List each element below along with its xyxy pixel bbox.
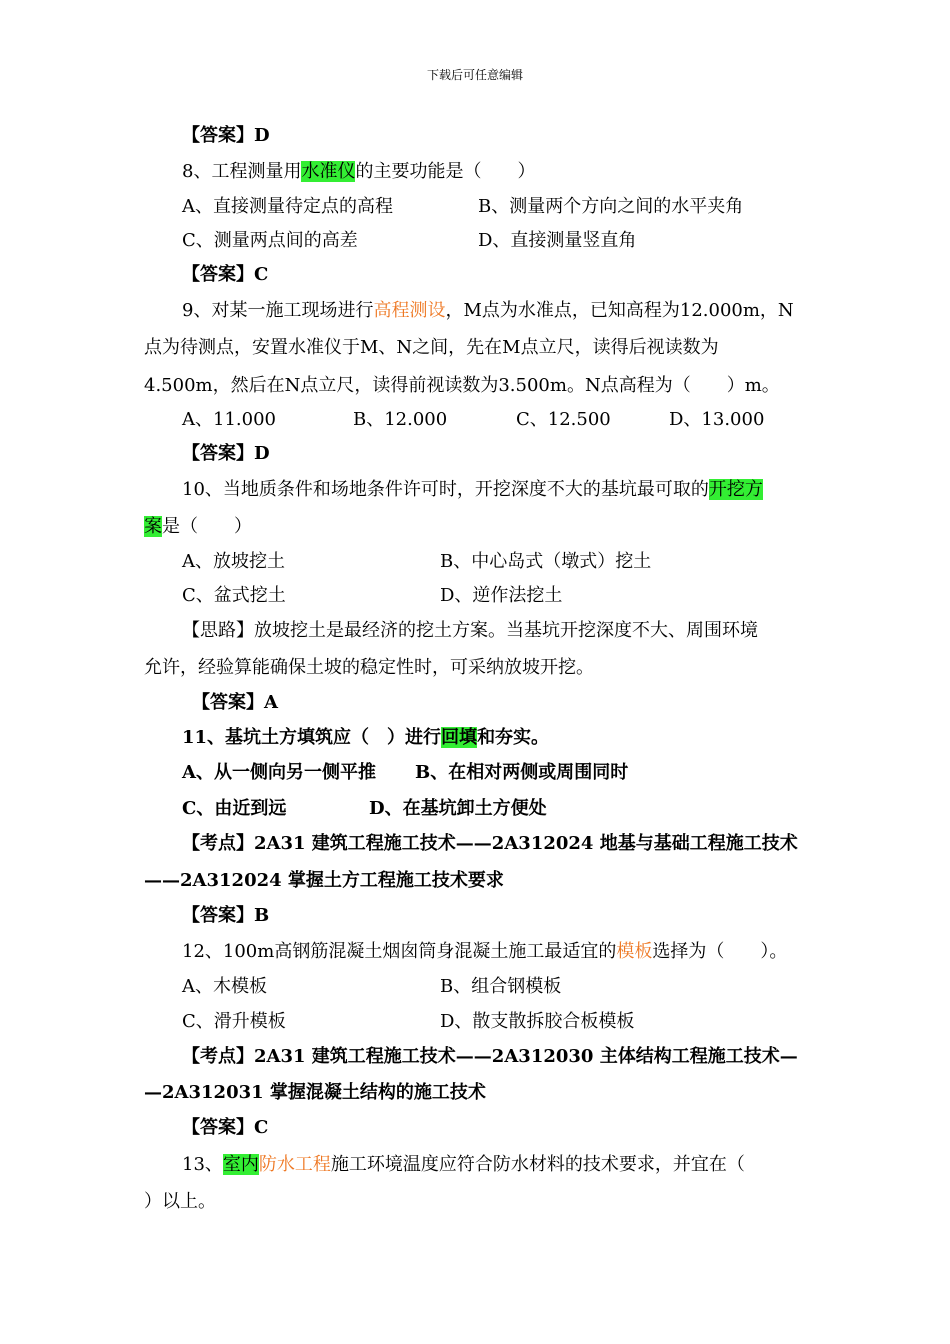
hint-text: 【思路】放坡挖土是最经济的挖土方案。当基坑开挖深度不大、周围环境 (182, 620, 758, 641)
option-c: C、12.500 (516, 409, 611, 430)
option-c: C、由近到远 (182, 798, 287, 819)
question-text: 4.500m，然后在N点立尺，读得前视读数为3.500m。N点高程为（ ）m。 (144, 375, 780, 396)
options-row (0, 761, 950, 785)
option-b: B、中心岛式（墩式）挖土 (440, 551, 652, 572)
question-text: 8、工程测量用 (182, 161, 302, 182)
question-text: 点为待测点，安置水准仪于M、N之间，先在M点立尺，读得后视读数为 (144, 337, 719, 358)
option-d: D、13.000 (669, 409, 765, 430)
highlight-term: 室内 (222, 1154, 259, 1175)
question-text: 11、基坑土方填筑应（ ）进行 (182, 727, 442, 748)
highlight-term: 模板 (616, 941, 653, 962)
question-text: 的主要功能是（ ） (355, 161, 536, 182)
question-text: ）以上。 (144, 1191, 216, 1212)
option-d: D、散支散拆胶合板模板 (440, 1011, 635, 1032)
option-c: C、滑升模板 (182, 1011, 286, 1032)
options-row (0, 408, 950, 432)
option-d: D、逆作法挖土 (440, 585, 563, 606)
options-row (0, 550, 950, 574)
answer-line: 【答案】A (192, 692, 278, 713)
highlight-term: 开挖方 (708, 479, 763, 500)
question-text: ，M点为水准点，已知高程为12.000m，N (445, 300, 794, 321)
question-13 (182, 1153, 745, 1177)
option-a: A、放坡挖土 (182, 551, 285, 572)
highlight-term: 防水工程 (258, 1154, 331, 1175)
topic-text: 【考点】2A31 建筑工程施工技术——2A312024 地基与基础工程施工技术 (182, 833, 798, 854)
option-a: A、直接测量待定点的高程 (182, 196, 393, 217)
question-9 (182, 299, 794, 323)
answer-line: 【答案】D (182, 443, 270, 464)
question-12 (182, 940, 787, 964)
question-text: 9、对某一施工现场进行 (182, 300, 374, 321)
options-row (0, 1010, 950, 1034)
question-text: 是（ ） (162, 516, 252, 537)
question-11 (182, 726, 549, 750)
highlight-term: 高程测设 (373, 300, 446, 321)
highlight-term: 回填 (441, 727, 478, 748)
option-a: A、11.000 (182, 409, 276, 430)
question-text: 13、 (182, 1154, 223, 1175)
answer-line: 【答案】C (182, 264, 269, 285)
options-row (0, 975, 950, 999)
option-a: A、木模板 (182, 976, 267, 997)
page-header: 下载后可任意编辑 (426, 68, 523, 82)
highlight-term: 案 (144, 516, 162, 537)
option-c: C、盆式挖土 (182, 585, 286, 606)
question-text: 10、当地质条件和场地条件许可时，开挖深度不大的基坑最可取的 (182, 479, 709, 500)
options-row (0, 229, 950, 253)
question-text: 和夯实。 (477, 727, 550, 748)
options-row (0, 584, 950, 608)
topic-text: —2A312031 掌握混凝土结构的施工技术 (144, 1082, 486, 1103)
question-text: 施工环境温度应符合防水材料的技术要求，并宜在（ (330, 1154, 745, 1175)
option-d: D、在基坑卸土方便处 (369, 798, 547, 819)
answer-line: 【答案】C (182, 1117, 269, 1138)
options-row (0, 195, 950, 219)
highlight-term: 水准仪 (301, 161, 356, 182)
question-text (144, 515, 252, 539)
option-b: B、测量两个方向之间的水平夹角 (478, 196, 744, 217)
question-text: 选择为（ ）。 (652, 941, 788, 962)
option-b: B、组合钢模板 (440, 976, 562, 997)
question-8 (182, 160, 535, 184)
question-10 (182, 478, 763, 502)
option-b: B、在相对两侧或周围同时 (415, 762, 629, 783)
topic-text: ——2A312024 掌握土方工程施工技术要求 (144, 870, 504, 891)
option-c: C、测量两点间的高差 (182, 230, 358, 251)
option-b: B、12.000 (353, 409, 448, 430)
answer-line: 【答案】B (182, 905, 270, 926)
options-row (0, 797, 950, 821)
answer-line: 【答案】D (182, 125, 270, 146)
option-a: A、从一侧向另一侧平推 (182, 762, 376, 783)
hint-text: 允许，经验算能确保土坡的稳定性时，可采纳放坡开挖。 (144, 657, 594, 678)
question-text: 12、100m高钢筋混凝土烟囱筒身混凝土施工最适宜的 (182, 941, 617, 962)
option-d: D、直接测量竖直角 (478, 230, 637, 251)
topic-text: 【考点】2A31 建筑工程施工技术——2A312030 主体结构工程施工技术— (182, 1046, 798, 1067)
